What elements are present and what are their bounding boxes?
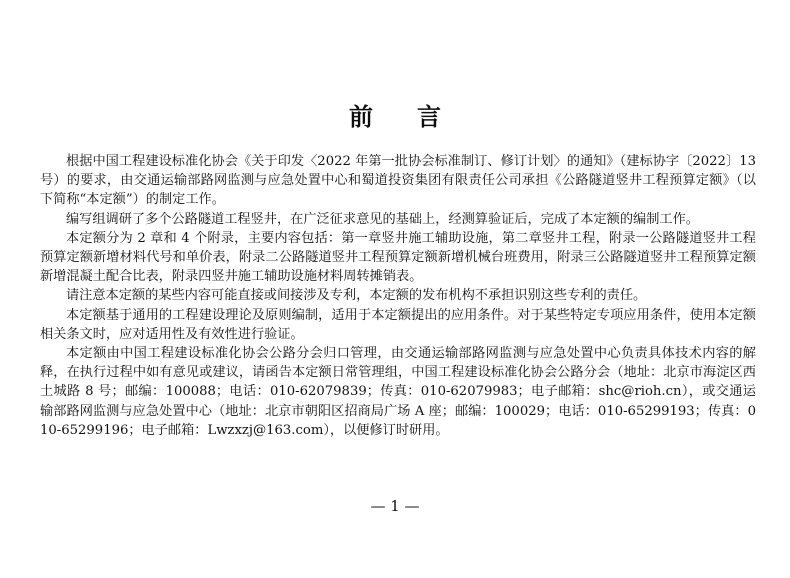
paragraph-research: 编写组调研了多个公路隧道工程竖井，在广泛征求意见的基础上，经测算验证后，完成了本定额的编制工作。	[66, 211, 699, 227]
paragraph-applicability: 本定额基于通用的工程建设理论及原则编制，适用于本定额提出的应用条件。对于某些特定专项应用条件，使用本定额相关条文时，应对适用性及有效性进行验证。	[40, 307, 756, 342]
body-text	[40, 152, 756, 440]
paragraph-basis: 根据中国工程建设标准化协会《关于印发〈2022 年第一批协会标准制订、修订计划〉的通知》（建标协字〔2022〕13 号）的要求，由交通运输部路网监测与应急处置中心和蜀道投资集团有限责任公司承担《公路隧道竖井工程预算定额》（以下简称“本定额”）的制定工作。	[40, 154, 756, 208]
page-title: 前言	[349, 103, 485, 131]
paragraph-patent-notice: 请注意本定额的某些内容可能直接或间接涉及专利，本定额的发布机构不承担识别这些专利的责任。	[66, 288, 647, 304]
paragraph-management-contact: 本定额由中国工程建设标准化协会公路分会归口管理，由交通运输部路网监测与应急处置中心负责具体技术内容的解释，在执行过程中如有意见或建议，请函告本定额日常管理组，中国工程建设标准化协会公路分会（地址：北京市海淀区西土城路 8 号；邮编：100088；电话：010-62079839；传真：010-62079983；电子邮箱：shc@rioh.cn），或交通运输部路网监测与应急处置中心（地址：北京市朝阳区招商局广场 A 座；邮编：100029；电话：010-65299193；传真：010-65299196；电子邮箱：Lwzxzj@163.com），以便修订时研用。	[40, 346, 756, 438]
paragraph-contents: 本定额分为 2 章和 4 个附录，主要内容包括：第一章竖井施工辅助设施，第二章竖井工程，附录一公路隧道竖井工程预算定额新增材料代号和单价表，附录二公路隧道竖井工程预算定额新增机械台班费用，附录三公路隧道竖井工程预算定额新增混凝土配合比表，附录四竖井施工辅助设施材料周转摊销表。	[40, 230, 756, 285]
page-number: — 1 —	[370, 497, 420, 515]
